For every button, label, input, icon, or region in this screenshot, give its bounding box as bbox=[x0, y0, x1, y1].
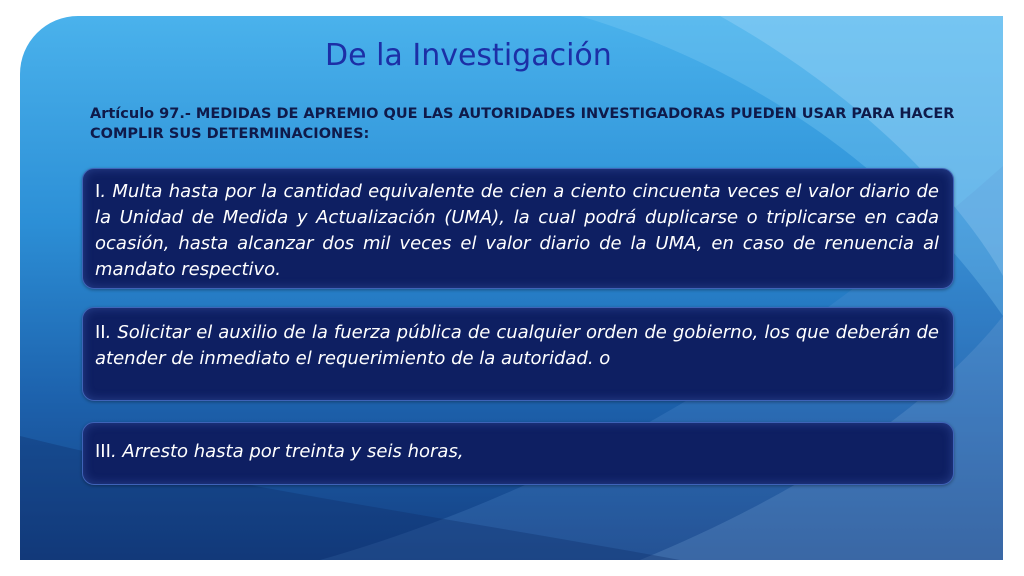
measure-body-3: . Arresto hasta por treinta y seis horas, bbox=[110, 441, 464, 462]
article-heading: Artículo 97.- MEDIDAS DE APREMIO QUE LAS AUTORIDADES INVESTIGADORAS PUEDEN USAR PARA HACER COMPLIR SUS DETERMINACIONES: bbox=[90, 106, 955, 142]
measure-text-2 bbox=[95, 320, 939, 372]
measure-body-1: . Multa hasta por la cantidad equivalente de cien a ciento cincuenta veces el valor diario de la Unidad de Medida y Actualización (UMA), la cual podrá duplicarse o triplicarse en cada ocasión, hasta alcanzar dos mil veces el valor diario de la UMA, en caso de renuencia al mandato respectivo. bbox=[95, 181, 939, 280]
slide-title: De la Investigación bbox=[325, 38, 612, 73]
measure-numeral-1: I bbox=[95, 181, 101, 202]
measure-numeral-2: II bbox=[95, 322, 106, 343]
measure-numeral-3: III bbox=[95, 441, 111, 462]
measure-card-3 bbox=[82, 422, 954, 485]
measure-card-1 bbox=[82, 168, 954, 289]
slide-background bbox=[20, 16, 1003, 560]
measure-card-2 bbox=[82, 307, 954, 401]
measure-text-3 bbox=[95, 439, 939, 465]
measure-text-1 bbox=[95, 179, 939, 283]
measure-body-2: . Solicitar el auxilio de la fuerza pública de cualquier orden de gobierno, los que deberán de atender de inmediato el requerimiento de la autoridad. o bbox=[95, 322, 939, 369]
